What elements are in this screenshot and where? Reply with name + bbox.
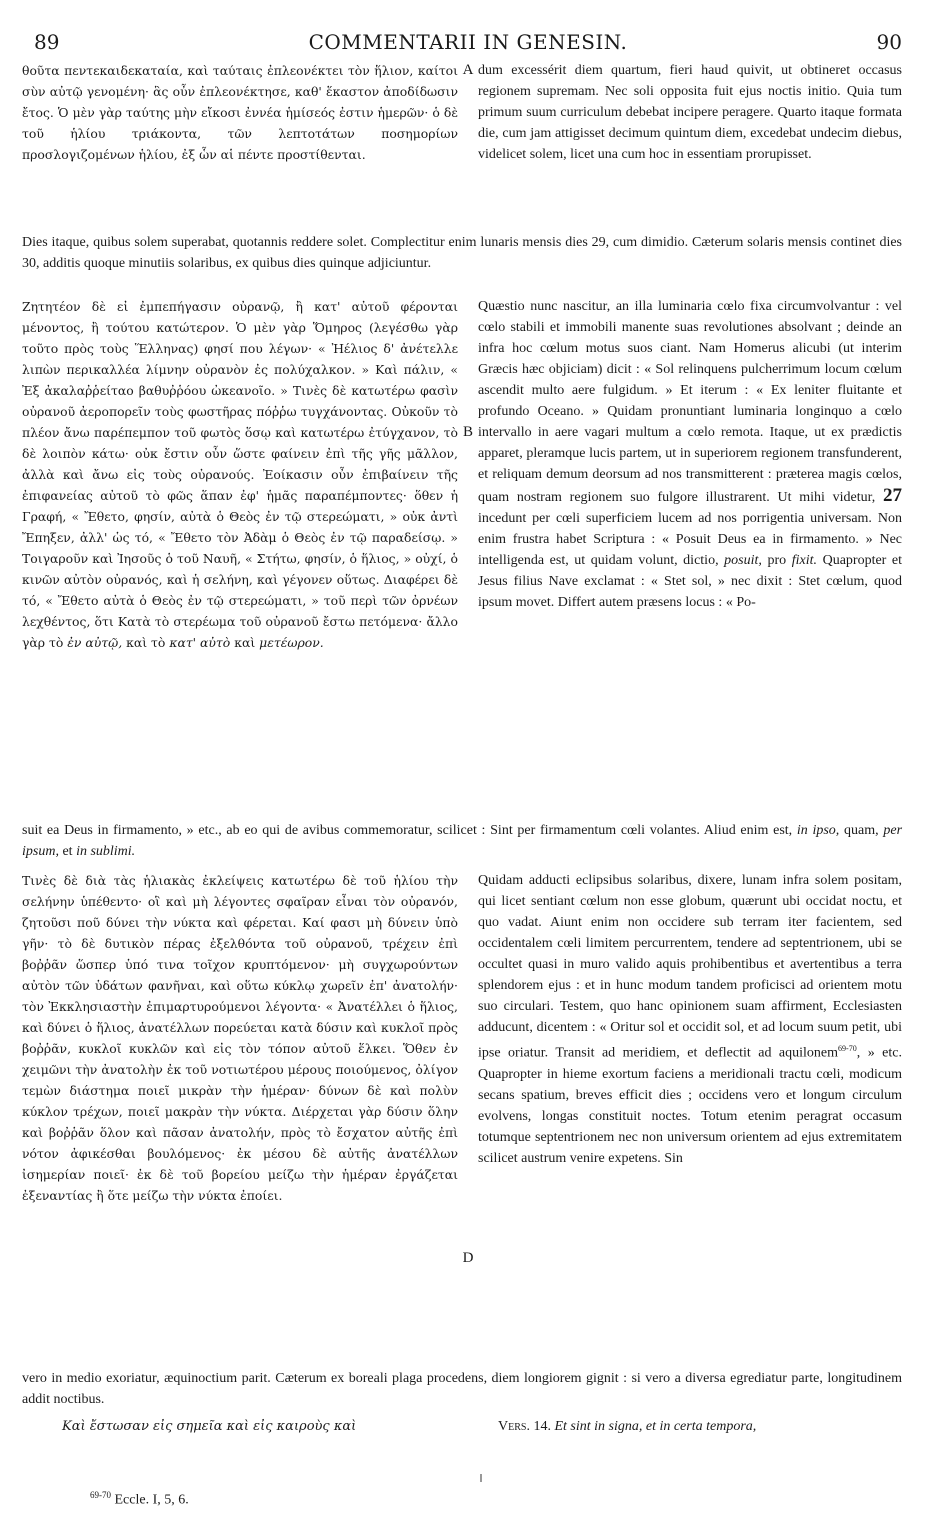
text-italic: in ipso, [796, 823, 840, 838]
page-number-right: 90 [876, 30, 902, 54]
printer-mark [480, 1474, 482, 1482]
greek-column [22, 296, 458, 653]
latin-text: Quæstio nunc nascitur, an illa luminaria cœlo fixa circumvolvantur : vel cœlo stabili et immobili manente suas revolutiones absolvant ; deinde an infra hoc cœlum motus suos ciant. Nam Homerus alicubi (ut interim Græcis hæc objiciam) dicit : « Sol relinquens pulcherrimum locum cœlum ascendit multo aere fulgidum. » Et iterum : « Ex leniter fluitante et profundo Oceano. » Quidam pronuntiant luminaria longinquo a cœlo intervallo in aere vagari multum a cœlo remota. Itaque, ut ex prædictis apparet, pleramque lucis partem, ut in superiorem regionem transfunderent, et reliquam demum deorsum ad nos transmitterent : præterea magis cœlos, quam nostram regionem suo fulgore illustrarent. Ut mihi videtur, [478, 299, 902, 505]
full-width-paragraph-1 [22, 232, 902, 274]
verse-label: Vers. 14. [498, 1419, 551, 1434]
full-width-paragraph-2 [22, 820, 902, 862]
text-italic: per ipsum, [22, 823, 903, 859]
greek-text: Ζητητέον δὲ εἰ ἐμπεπήγασιν οὐρανῷ, ἢ κατ' αὐτοῦ φέρονται μένοντος, ἢ τούτου κατώτερον. Ὁ μὲν γὰρ Ὅμηρος (λεγέσθω γὰρ τοῦτο πρὸς τοὺς Ἕλληνας) φησί που λέγων· « Ἠέλιος δ' ἀνέτελλε λιπὼν περικαλλέα λίμνην οὐρανὸν ἐς πολύχαλκον. » Καὶ πάλιν, « Ἐξ ἀκαλαῤῥείταο βαθυῤῥόου ὠκεανοῖο. » Τινὲς δὲ κατωτέρω φασὶν οὐρανοῦ ἀεροπορεῖν τοὺς φωστῆρας πόῤῥω τυγχάνοντας. Οὐκοῦν τὸ πλέον ἄνω παρέπεμπον τοῦ φωτὸς ὅσῳ καὶ κατωτέρω ἐτύγχανον, τὸ δὲ λοιπὸν κάτω· οὐκ ἔστιν οὖν ὥστε φαίνειν ἐπὶ τῆς γῆς μᾶλλον, ἀλλὰ καὶ ἄνω εἰς τοὺς οὐρανούς. Ἐοίκασιν οὖν ἐπιβαίνειν τῆς ἐπιφανείας αὐτοῦ τὸ φῶς ἅπαν ἐφ' ἡμᾶς παραπέμποντες· ὅθεν ἡ Γραφή, « Ἔθετο, φησίν, αὐτὰ ὁ Θεὸς ἐν τῷ στερεώματι, » οὐκ ἀντὶ Ἔπηξεν, ἀλλ' ὡς τό, « Ἔθετο τὸν Ἀδὰμ ὁ Θεὸς ἐν τῷ παραδείσῳ. » Τοιγαροῦν καὶ Ἰησοῦς ὁ τοῦ Ναυῆ, « Στήτω, φησίν, ὁ ἥλιος, » οὐχί, ὁ κινῶν αὐτὸν οὐρανός, καὶ ἡ σελήνη, καὶ γέγονεν οὕτως. Διαφέρει δὲ τό, « Ἔθετο αὐτὰ ὁ Θεὸς ἐν τῷ στερεώματι, » τοῦ περὶ τῶν ὀρνέων λεχθέντος, ὅτι Κατὰ τὸ στερέωμα τοῦ οὐρανοῦ ἔστω πετόμενα· ἄλλο γὰρ τὸ [22, 299, 458, 650]
greek-italic: μετέωρον. [259, 635, 324, 650]
margin-marker-a: A [462, 62, 474, 78]
page-title: COMMENTARII IN GENESIN. [308, 30, 628, 54]
text-run: suit ea Deus in firmamento, » etc., ab eo qui de avibus commemoratur, scilicet : Sint per firmamentum cœli volantes. Aliud enim est, [22, 823, 793, 838]
page-number-left: 89 [34, 30, 60, 54]
text-run: quam, [844, 823, 879, 838]
footnote [90, 1490, 189, 1509]
latin-verse [478, 1416, 902, 1437]
greek-italic: ἐν αὐτῷ, [67, 635, 123, 650]
verse-text: Et sint in signa, et in certa tempora, [554, 1419, 757, 1434]
running-header [34, 30, 902, 58]
footnote-text: Eccle. I, 5, 6. [114, 1492, 189, 1508]
paragraph-text: vero in medio exoriatur, æquinoctium parit. Cæterum ex boreali plaga procedens, diem longiorem gignit : si vero a diversa egrediatur parte, longitudinem addit noctibus. [22, 1371, 902, 1407]
paragraph-text: Dies itaque, quibus solem superabat, quotannis reddere solet. Complectitur enim lunaris mensis dies 29, cum dimidio. Cæterum solaris mensis continet dies 30, additis quoque minutiis solaribus, ex quibus dies quinque adjiciuntur. [22, 235, 902, 271]
text-italic: in sublimi. [76, 844, 136, 859]
text-run: et [62, 844, 73, 859]
latin-column [478, 870, 902, 1169]
parallel-block-3 [22, 870, 902, 1269]
latin-italic: posuit, [724, 553, 762, 568]
latin-italic: fixit. [791, 553, 817, 568]
parallel-block-1 [22, 60, 902, 165]
greek-column: Τινὲς δὲ διὰ τὰς ἡλιακὰς ἐκλείψεις κατωτέρω δὲ τοῦ ἡλίου τὴν σελήνην ὑπέθεντο· οἳ καὶ μὴ λέγοντες σφαῖραν εἶναι τὸν οὐρανόν, ζητοῦσι ποῦ δύνει τὴν νύκτα καὶ φέρεται. Καί φασι μὴ δύνειν ὑπὸ γῆν· τὸ δὲ δυτικὸν πέρας ἐξελθόντα τοῦ οὐρανοῦ, τρέχειν ἐπὶ βοῤῥᾶν ὥσπερ ὑπό τινα τοῖχον κρυπτόμενον· μὴ συγχωρούντων αὐτὸν τῶν ὑδάτων φανῆναι, καὶ οὕτω κύκλῳ χωρεῖν ἐπ' ἀνατολήν· τὸν Ἐκκλησιαστὴν ἐπιμαρτυρούμενοι λέγοντα· « Ἀνατέλλει ὁ ἥλιος, καὶ δύνει ὁ ἥλιος, ἀνατέλλων πορεύεται κατὰ δύσιν καὶ κυκλοῖ πρὸς βοῤῥᾶν, κυκλοῖ κυκλῶν καὶ εἰς τὸν τόπον αὐτοῦ ἕλκει. Ὅθεν ἐν χειμῶνι τὴν ἀνατολὴν ἐκ τοῦ νοτιωτέρου μέρους ποιούμενος, ὀλίγον τεμὼν διάστημα ποιεῖ μικρὰν τὴν ἡμέραν· δύνων δὲ καὶ πολὺν κύκλον τρέχων, ποιεῖ μακρὰν τὴν νύκτα. Διέρχεται γὰρ δύσιν ὅλην καὶ βοῤῥᾶν ὅλον καὶ πᾶσαν ἀνατολήν, πρὸς τὸ ἔσχατον αὐτῆς ἐπὶ νότον ἀφικέσθαι βουλόμενος· ἐκ μέσου δὲ αὐτῆς ἀνατέλλων ἰσημερίαν ποιεῖ· ἐκ δὲ τοῦ βορείου μείζω τὴν ἡμέραν ἐργάζεται ἐξεναντίας ἢ ὅτε μείζω τὴν νύκτα ἐποίει. [22, 873, 458, 1203]
latin-column: dum excessérit diem quartum, fieri haud quivit, ut obtineret occasus regionem supremam. Nec soli opposita fuit ejus noctis initio. Quia tum primum suum curriculum debebat incipere peragere. Quarto itaque formata die, cum jam attigisset decimum quintum diem, excedebat undecim diebus, videlicet solem, licet una cum hoc in essentiam prorupisset. [478, 63, 902, 162]
greek-verse: Καὶ ἔστωσαν εἰς σημεῖα καὶ εἰς καιροὺς καὶ [62, 1419, 357, 1434]
footnote-number: 69-70 [90, 1490, 111, 1500]
column-number: 27 [883, 485, 903, 506]
latin-text: Quidam adducti eclipsibus solaribus, dixere, lunam infra solem positam, qui licet sentiant cœlum non esse globum, quærunt ubi occidat noctu, et quo vadat. Aiunt enim non occidere sub terram iter facientem, sed occidentalem cœli limitem percurrentem, tendere ad septentrionem, ubi se occultet quasi in muro valido aquis prohibentibus et avertentibus a terra splendorem ejus : et in hunc modum tandem proficisci ad orientem motu suo circulari. Testem, quo hanc opinionem suam affirment, Ecclesiasten adducunt, dicentem : « Oritur sol et occidit sol, et ad locum suum petit, ubi ipse oriatur. Transit ad meridiem, et deflectit ad aquilonem [478, 873, 902, 1061]
latin-column [478, 296, 902, 613]
full-width-paragraph-3 [22, 1368, 902, 1410]
parallel-block-4 [22, 1416, 902, 1437]
greek-column: θοῦτα πεντεκαιδεκαταία, καὶ ταύταις ἐπλεονέκτει τὸν ἥλιον, καίτοι σὺν αὐτῷ γενομένη· ἃς οὖν ἐπλεονέκτησε, καθ' ἕκαστον ἀποδίδωσιν ἔτος. Ὁ μὲν γὰρ ταύτης μὴν εἴκοσι ἐννέα ἡμίσεός ἐστιν ἡμερῶν· ὁ δὲ τοῦ ἡλίου τριάκοντα, τῶν λεπτοτάτων ποσημορίων προσλογιζομένων ἡλίου, ἐξ ὧν αἱ πέντε προστίθενται. [22, 63, 458, 162]
greek-text: καὶ τὸ [126, 635, 166, 650]
latin-text: , » etc. Quapropter in hieme exortum faciens a meridionali tractu cœli, modicum secans spatium, breves efficit dies ; occidens vero et longum circulum evolvens, longas constituit noctes. Totum etenim peragrat occasum totumque septentrionem nec non universum orientem ad ejus extremitatem scilicet austrum venire expetens. Sin [478, 1045, 902, 1166]
margin-marker-d: D [462, 1250, 474, 1266]
latin-text: Quapropter et Jesus filius Nave exclamat : « Stet sol, » nec dixit : Stet cœlum, quod ipsum movet. Differt autem præsens locus : « Po- [478, 553, 903, 610]
latin-text: incedunt per cœli superficiem lucem ad nos porrigentia universam. Non enim frustra habet Scriptura : « Posuit Deus ea in firmamento. » Nec intelligenda est, ut quidam volunt, dictio, [478, 511, 902, 568]
margin-marker-b: B [462, 424, 473, 440]
footnote-ref: 69-70 [838, 1044, 857, 1053]
greek-italic: κατ' αὐτὸ [169, 635, 231, 650]
paragraph-text [22, 820, 902, 862]
parallel-block-2 [22, 296, 902, 653]
latin-text: pro [767, 553, 787, 568]
greek-text: καὶ [234, 635, 256, 650]
